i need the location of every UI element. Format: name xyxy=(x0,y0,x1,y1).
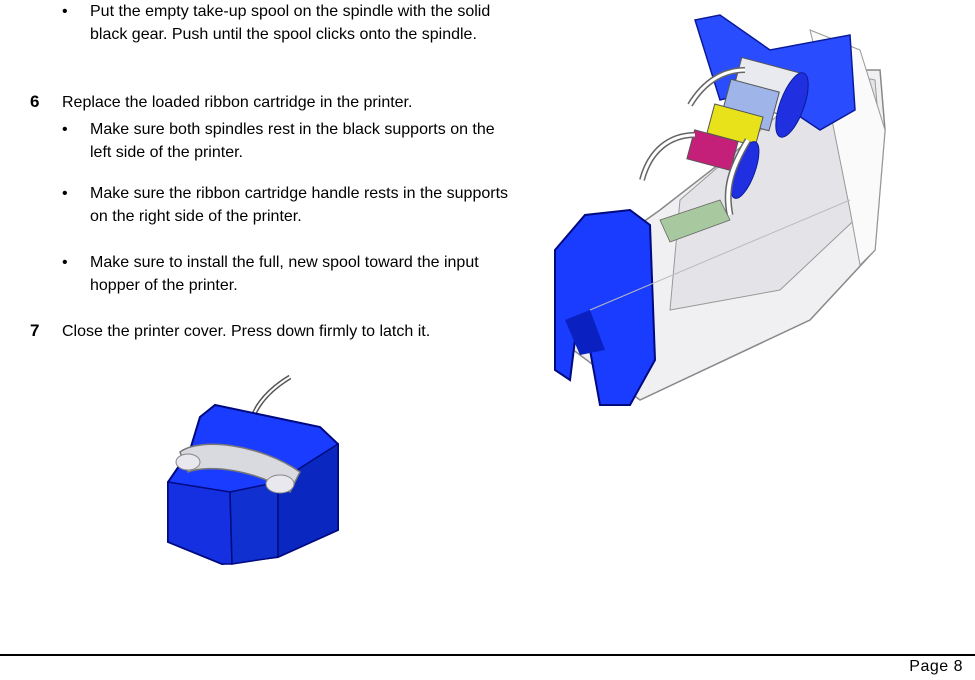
bullet-marker: • xyxy=(62,185,68,202)
bullet-marker: • xyxy=(62,121,68,138)
page-number: Page 8 xyxy=(909,658,963,675)
printer-ribbon-illustration xyxy=(530,10,975,410)
bullet-marker: • xyxy=(62,254,68,271)
step-6-text: Replace the loaded ribbon cartridge in the printer. xyxy=(62,94,413,111)
step-6-bullet-3: Make sure to install the full, new spool toward the input hopper of the printer. xyxy=(90,254,479,294)
step-6-bullet-1: Make sure both spindles rest in the black supports on the left side of the printer. xyxy=(90,121,495,161)
step-6-number: 6 xyxy=(30,92,40,111)
step-7-number: 7 xyxy=(30,321,40,340)
step-7-text: Close the printer cover. Press down firmly to latch it. xyxy=(62,323,431,340)
printer-cover-illustration xyxy=(160,372,345,572)
step5-last-bullet-text: Put the empty take-up spool on the spindle with the solid black gear. Push until the spool clicks onto the spindle. xyxy=(90,3,491,43)
step-6-bullet-2: Make sure the ribbon cartridge handle rests in the supports on the right side of the printer. xyxy=(90,185,509,225)
bullet-marker: • xyxy=(62,3,68,20)
footer-rule xyxy=(0,654,975,656)
